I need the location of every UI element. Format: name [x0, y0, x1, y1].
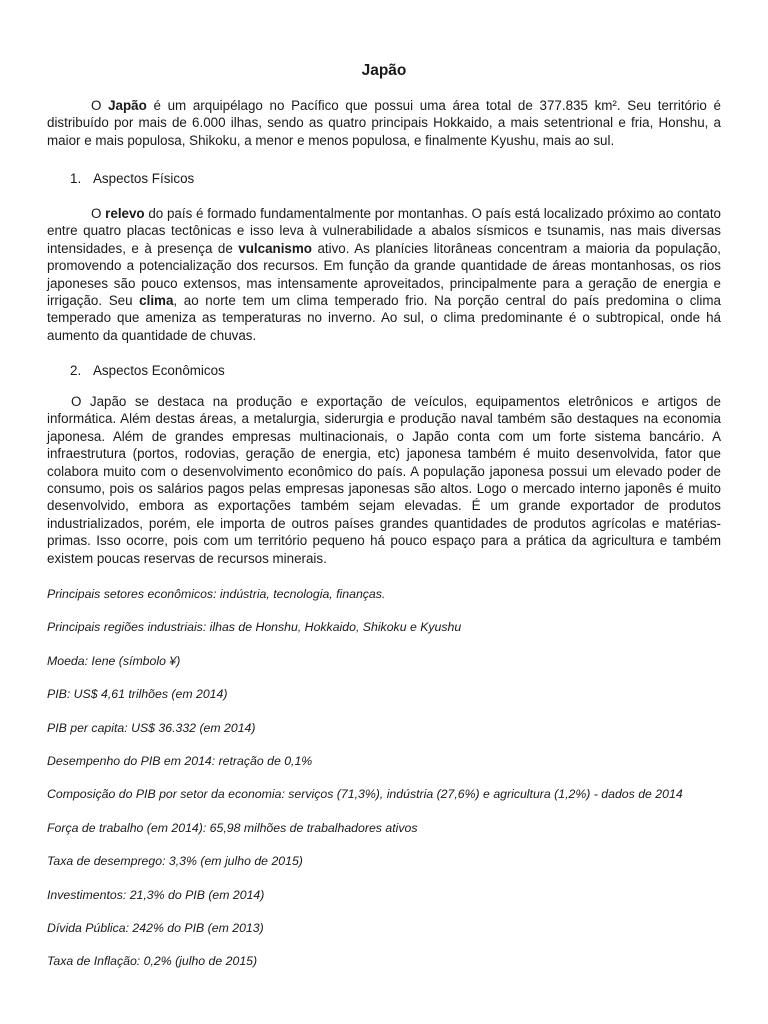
- physical-text-3: ativo. As planícies litorâneas concentram a maioria da população, promovendo a potencialização dos recursos. Em função da grande quantidade de áreas montanhosas, os rios japoneses são pouco extensos, mas intensamente aproveitados, principalmente para a geração de energia e irrigação. Seu: [47, 240, 721, 309]
- fact-item: Moeda: Iene (símbolo ¥): [47, 653, 181, 668]
- economic-facts-list: [47, 586, 683, 987]
- section-number-1: 1.: [70, 171, 82, 186]
- intro-bold-japao: Japão: [108, 98, 147, 113]
- intro-paragraph: [47, 97, 721, 149]
- bold-clima: clima: [139, 293, 174, 309]
- bold-relevo: relevo: [105, 206, 145, 221]
- fact-item: Investimentos: 21,3% do PIB (em 2014): [47, 887, 265, 902]
- intro-text-1: O: [91, 98, 109, 113]
- physical-text-4: , ao norte tem um clima temperado frio. Na porção central do país predomina o clima temperado que ameniza as temperaturas no inverno. Ao sul, o clima predominante é o subtropical, onde há aumento da quantidade de chuvas.: [47, 293, 721, 343]
- fact-item: Principais setores econômicos: indústria, tecnologia, finanças.: [47, 587, 386, 601]
- section-title-2: Aspectos Econômicos: [93, 363, 225, 378]
- intro-text-2: é um arquipélago no Pacífico que possui uma área total de 377.835 km². Seu território é distribuído por mais de 6.000 ilhas, sendo as quatro principais Hokkaido, a mais setentrional e fria, Honshu, a maior e mais populosa, Shikoku, a menor e menos populosa, e finalmente Kyushu, mais ao sul.: [47, 98, 721, 148]
- physical-text-1: O: [91, 206, 106, 221]
- fact-item: Dívida Pública: 242% do PIB (em 2013): [47, 920, 264, 935]
- physical-paragraph: [47, 205, 721, 344]
- section-heading-economic: [70, 362, 225, 379]
- section-title-1: Aspectos Físicos: [93, 171, 195, 186]
- fact-item: Taxa de Inflação: 0,2% (julho de 2015): [47, 954, 258, 969]
- fact-item: Taxa de desemprego: 3,3% (em julho de 2015): [47, 854, 303, 869]
- fact-item: Composição do PIB por setor da economia: serviços (71,3%), indústria (27,6%) e agricultura (1,2%) - dados de 2014: [47, 787, 683, 802]
- section-heading-physical: [70, 170, 194, 187]
- physical-text-2: do país é formado fundamentalmente por montanhas. O país está localizado próximo ao contato entre quatro placas tectônicas e isso leva à vulnerabilidade a abalos sísmicos e tsunamis, nas mais diversas intensidades, e à presença de: [47, 206, 721, 256]
- section-number-2: 2.: [70, 363, 82, 378]
- fact-item: PIB per capita: US$ 36.332 (em 2014): [47, 720, 256, 735]
- fact-item: Força de trabalho (em 2014): 65,98 milhões de trabalhadores ativos: [47, 820, 418, 835]
- bold-vulcanismo: vulcanismo: [238, 240, 312, 256]
- page-title: Japão: [361, 62, 407, 79]
- economic-paragraph: O Japão se destaca na produção e exportação de veículos, equipamentos eletrônicos e artigos de informática. Além destas áreas, a metalurgia, siderurgia e produção naval também são destaques na economia japonesa. Além de grandes empresas multinacionais, o Japão conta com um forte sistema bancário. A infraestrutura (portos, rodovias, geração de energia, etc) japonesa também é muito desenvolvida, fator que colabora muito com o desenvolvimento econômico do país. A população japonesa possui um elevado poder de consumo, pois os salários pagos pelas empresas japonesas são altos. Logo o mercado interno japonês é muito desenvolvido, embora as exportações também sejam elevadas. É um grande exportador de produtos industrializados, porém, ele importa de outros países grandes quantidades de produtos agrícolas e matérias-primas. Isso ocorre, pois com um território pequeno há pouco espaço para a prática da agricultura e também existem poucas reservas de recursos minerais.: [47, 394, 721, 566]
- fact-item: Principais regiões industriais: ilhas de Honshu, Hokkaido, Shikoku e Kyushu: [47, 620, 462, 635]
- fact-item: Desempenho do PIB em 2014: retração de 0,1%: [47, 753, 313, 768]
- fact-item: PIB: US$ 4,61 trilhões (em 2014): [47, 687, 228, 702]
